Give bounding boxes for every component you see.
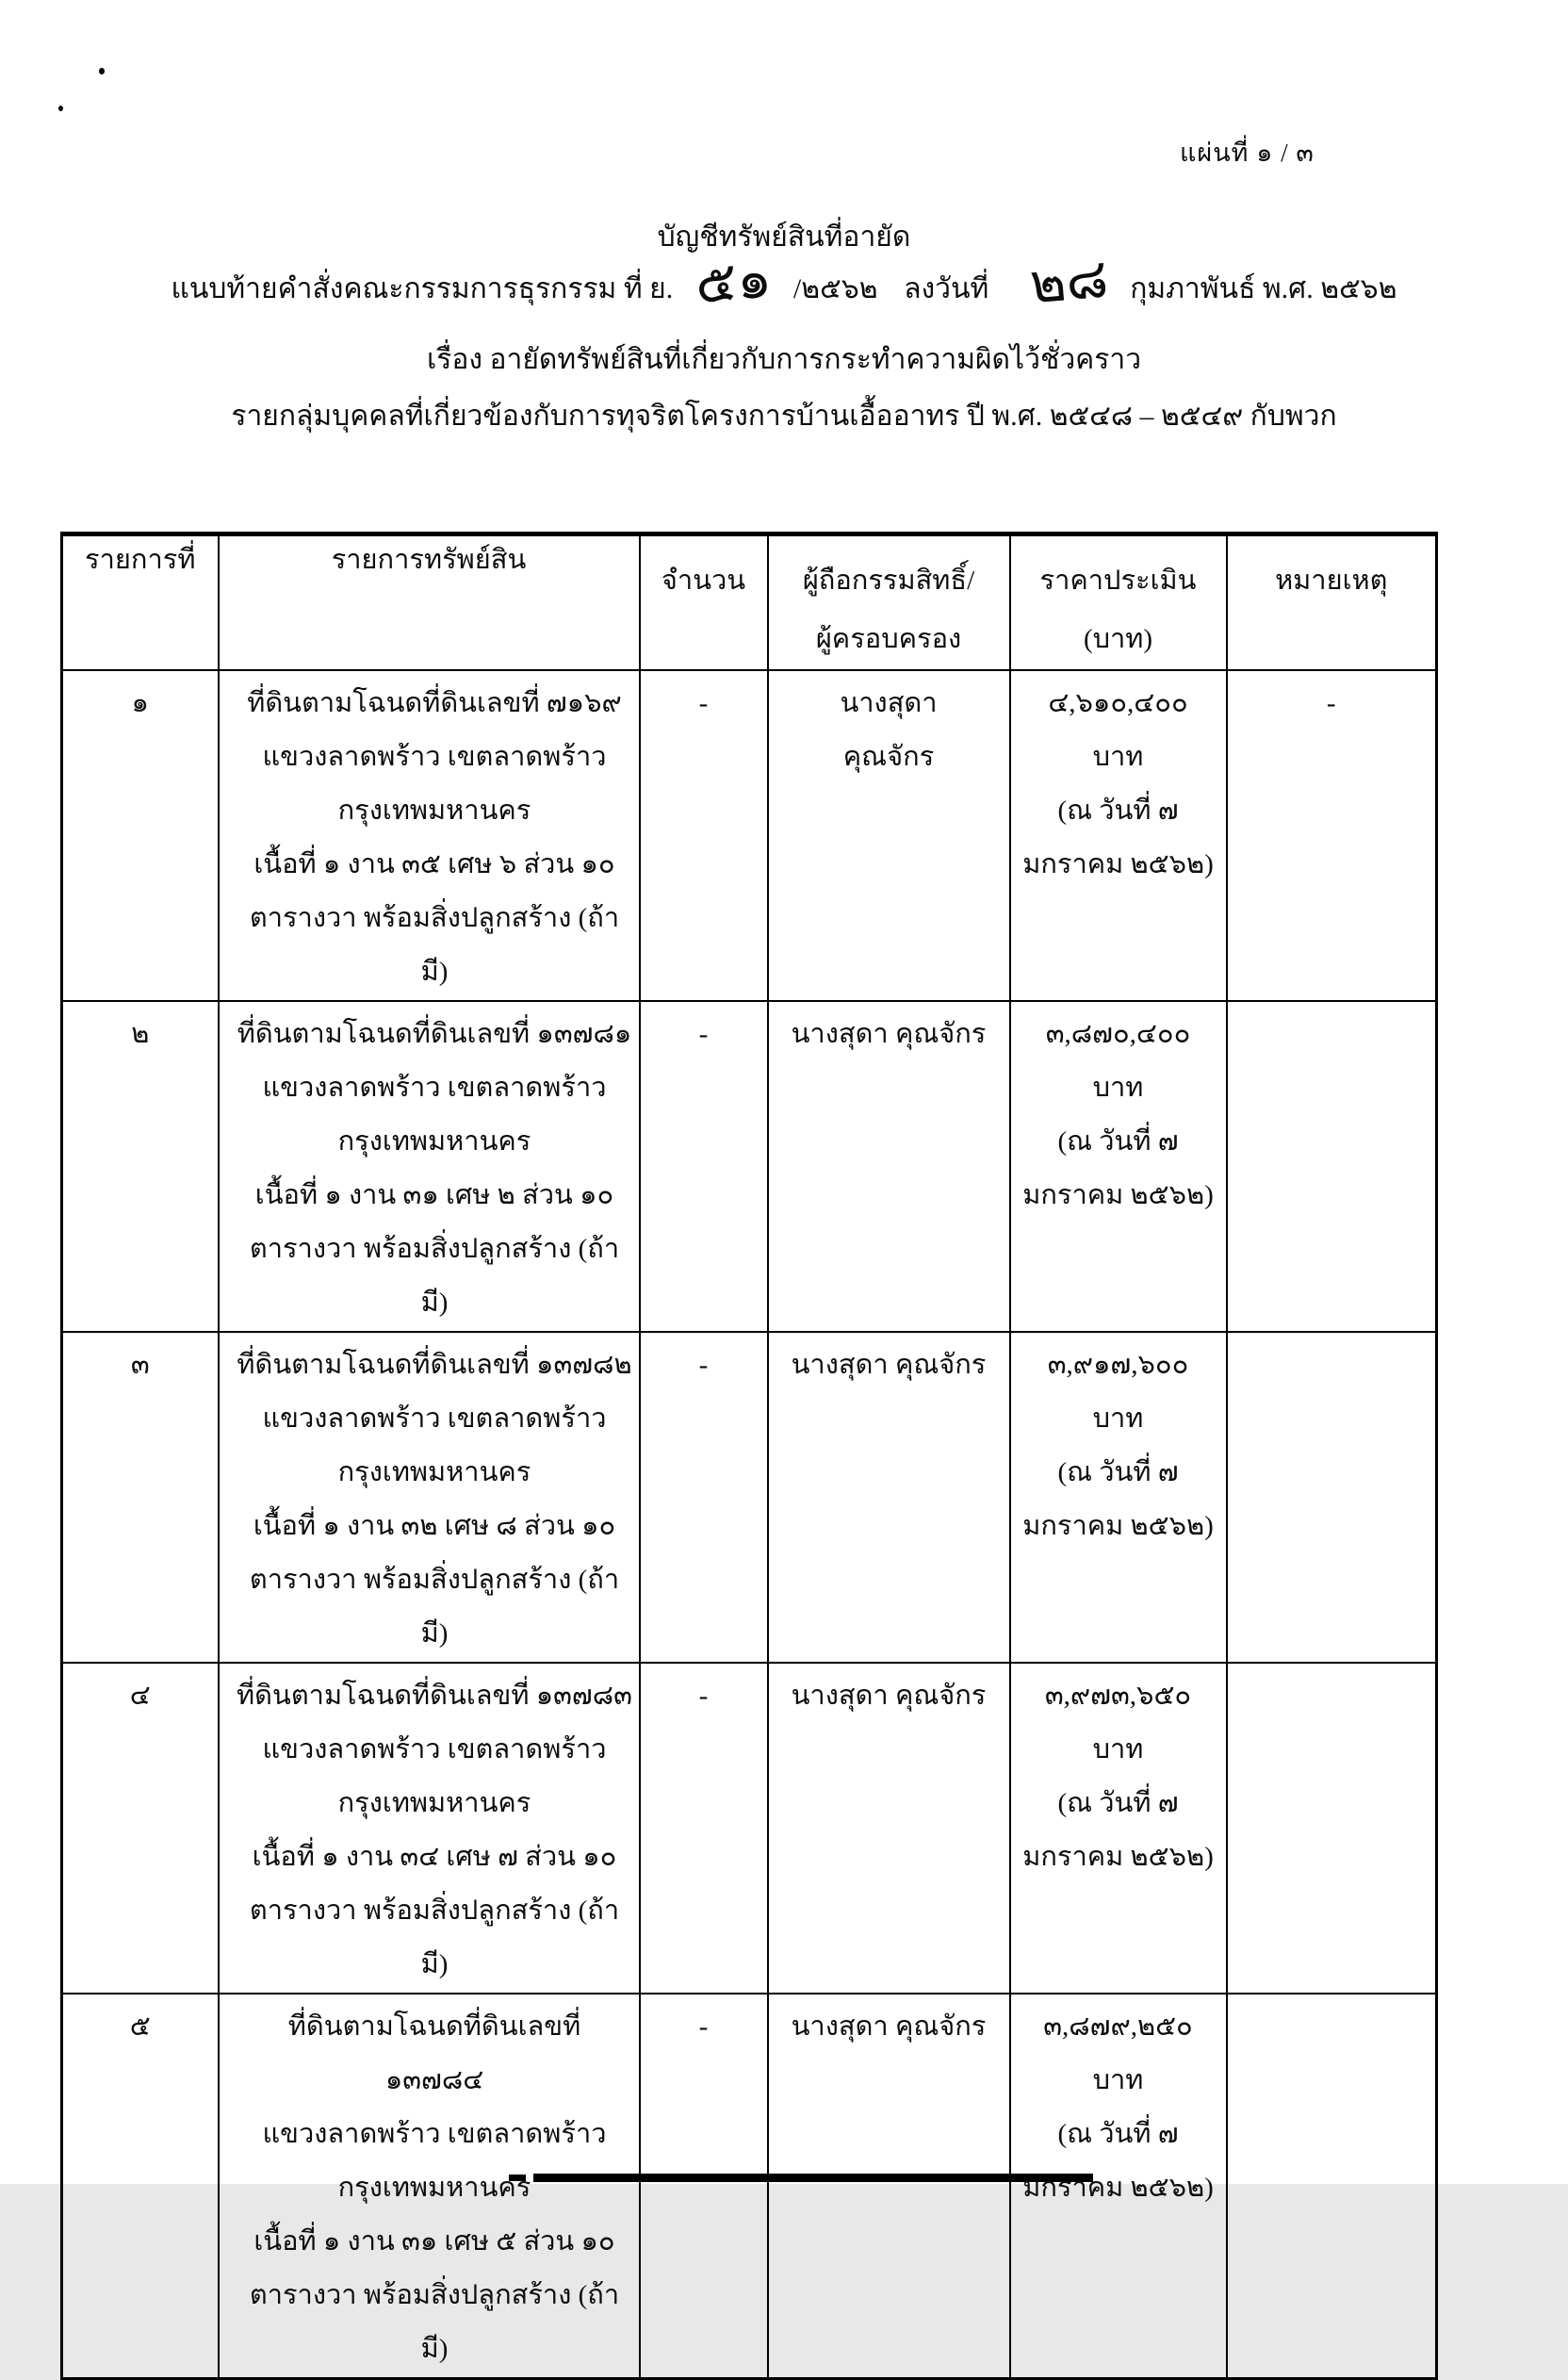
asset-table bbox=[60, 532, 1438, 2380]
cell-quantity bbox=[640, 1994, 768, 2379]
cell-price-line: (ณ วันที่ ๗ bbox=[1057, 1126, 1179, 1157]
cell-asset-line: ตารางวา พร้อมสิ่งปลูกสร้าง (ถ้ามี) bbox=[249, 903, 620, 987]
cell-remark bbox=[1227, 1994, 1437, 2379]
cell-asset-line: ที่ดินตามโฉนดที่ดินเลขที่ ๑๓๗๘๔ bbox=[287, 2011, 581, 2095]
column-header-line: ราคาประเมิน bbox=[1039, 566, 1197, 596]
cell-remark bbox=[1227, 1332, 1437, 1663]
group-line: รายกลุ่มบุคคลที่เกี่ยวข้องกับการทุจริตโครงการบ้านเอื้ออาทร ปี พ.ศ. ๒๕๔๘ – ๒๕๔๙ กับพวก bbox=[231, 401, 1337, 432]
cell-price-line: (ณ วันที่ ๗ bbox=[1057, 796, 1179, 826]
column-header-line: รายการที่ bbox=[85, 545, 196, 575]
cell-price-line: ๔,๖๑๐,๔๐๐ bbox=[1048, 688, 1188, 718]
column-header-line: ผู้ถือกรรมสิทธิ์/ bbox=[802, 566, 975, 596]
cell-asset-line: เนื้อที่ ๑ งาน ๓๒ เศษ ๘ ส่วน ๑๐ bbox=[253, 1511, 616, 1541]
cell-owner-line: นางสุดา คุณจักร bbox=[791, 1350, 987, 1380]
order-reference-line bbox=[0, 247, 1568, 316]
cell-price-line: มกราคม ๒๕๖๒) bbox=[1022, 1511, 1214, 1541]
asset-table-header bbox=[62, 534, 1437, 671]
cell-owner bbox=[768, 1994, 1010, 2379]
cell-owner bbox=[768, 1332, 1010, 1663]
cell-price-line: (ณ วันที่ ๗ bbox=[1057, 1457, 1179, 1487]
cell-asset-line: ตารางวา พร้อมสิ่งปลูกสร้าง (ถ้ามี) bbox=[249, 1565, 620, 1649]
cell-asset bbox=[219, 670, 640, 1001]
column-header-remark bbox=[1227, 534, 1437, 671]
subject-line: เรื่อง อายัดทรัพย์สินที่เกี่ยวกับการกระทำความผิดไว้ชั่วคราว bbox=[426, 344, 1142, 375]
cell-price-line: มกราคม ๒๕๖๒) bbox=[1022, 2173, 1214, 2203]
scan-artifact-dot bbox=[58, 106, 63, 111]
cell-asset-line: แขวงลาดพร้าว เขตลาดพร้าว bbox=[262, 1403, 607, 1434]
cell-price-line: มกราคม ๒๕๖๒) bbox=[1022, 1180, 1214, 1210]
cell-asset-line: แขวงลาดพร้าว เขตลาดพร้าว bbox=[262, 1734, 607, 1764]
cell-price-line: บาท bbox=[1092, 1073, 1144, 1103]
cell-asset-line: กรุงเทพมหานคร bbox=[337, 1457, 531, 1487]
cell-quantity bbox=[640, 670, 768, 1001]
cell-price-line: บาท bbox=[1092, 742, 1144, 772]
cell-price-line: ๓,๘๗๙,๒๕๐ bbox=[1043, 2011, 1193, 2042]
cell-price-line: บาท bbox=[1092, 1403, 1144, 1434]
cell-asset-line: ที่ดินตามโฉนดที่ดินเลขที่ ๑๓๗๘๓ bbox=[237, 1681, 632, 1711]
document-title: บัญชีทรัพย์สินที่อายัด bbox=[657, 222, 911, 253]
column-header-item-no bbox=[62, 534, 219, 671]
cell-price bbox=[1010, 1001, 1227, 1332]
cell-item-no-line: ๑ bbox=[131, 688, 149, 718]
column-header-quantity bbox=[640, 534, 768, 671]
cell-asset-line: ตารางวา พร้อมสิ่งปลูกสร้าง (ถ้ามี) bbox=[249, 1896, 620, 1979]
cell-asset-line: ที่ดินตามโฉนดที่ดินเลขที่ ๗๑๖๙ bbox=[247, 688, 622, 718]
cell-price bbox=[1010, 670, 1227, 1001]
cell-asset-line: เนื้อที่ ๑ งาน ๓๑ เศษ ๕ ส่วน ๑๐ bbox=[253, 2226, 615, 2257]
cell-quantity-line: - bbox=[698, 1019, 709, 1049]
cell-owner-line: นางสุดา คุณจักร bbox=[791, 1681, 987, 1711]
order-prefix: แนบท้ายคำสั่งคณะกรรมการธุรกรรม ที่ ย. bbox=[171, 273, 674, 304]
cell-item-no bbox=[62, 1994, 219, 2379]
cell-item-no-line: ๕ bbox=[129, 2011, 151, 2042]
table-row bbox=[62, 1663, 1437, 1994]
order-date-label: ลงวันที่ bbox=[904, 273, 989, 304]
cell-quantity bbox=[640, 1332, 768, 1663]
cell-owner bbox=[768, 1001, 1010, 1332]
order-number-handwritten: ๕๑ bbox=[692, 247, 775, 316]
cell-asset-line: แขวงลาดพร้าว เขตลาดพร้าว bbox=[262, 742, 607, 772]
cell-asset-line: ที่ดินตามโฉนดที่ดินเลขที่ ๑๓๗๘๒ bbox=[237, 1350, 632, 1380]
column-header-line: รายการทรัพย์สิน bbox=[331, 545, 527, 575]
order-year: /๒๕๖๒ bbox=[792, 273, 878, 304]
cell-item-no bbox=[62, 1663, 219, 1994]
cell-price-line: มกราคม ๒๕๖๒) bbox=[1022, 849, 1214, 879]
column-header-owner bbox=[768, 534, 1010, 671]
cell-item-no bbox=[62, 1001, 219, 1332]
table-row bbox=[62, 1332, 1437, 1663]
cell-asset-line: กรุงเทพมหานคร bbox=[337, 796, 531, 826]
cell-asset-line: กรุงเทพมหานคร bbox=[337, 1126, 531, 1157]
cell-price bbox=[1010, 1332, 1227, 1663]
cell-asset-line: กรุงเทพมหานคร bbox=[337, 1788, 531, 1818]
column-header-line: จำนวน bbox=[661, 566, 746, 596]
cell-item-no-line: ๓ bbox=[130, 1350, 150, 1380]
cell-price-line: (ณ วันที่ ๗ bbox=[1057, 1788, 1179, 1818]
order-date-handwritten: ๒๘ bbox=[1027, 247, 1111, 316]
cell-remark bbox=[1227, 1663, 1437, 1994]
cell-price-line: บาท bbox=[1092, 2065, 1144, 2095]
cell-asset-line: กรุงเทพมหานคร bbox=[337, 2173, 531, 2203]
cell-quantity bbox=[640, 1663, 768, 1994]
order-date-suffix: กุมภาพันธ์ พ.ศ. ๒๕๖๒ bbox=[1130, 273, 1397, 304]
cell-price-line: ๓,๙๑๗,๖๐๐ bbox=[1047, 1350, 1189, 1380]
cell-asset-line: เนื้อที่ ๑ งาน ๓๕ เศษ ๖ ส่วน ๑๐ bbox=[253, 849, 615, 879]
cell-asset bbox=[219, 1332, 640, 1663]
cell-owner-line: นางสุดา คุณจักร bbox=[791, 2011, 987, 2042]
cell-asset bbox=[219, 1663, 640, 1994]
cell-owner bbox=[768, 670, 1010, 1001]
cell-remark bbox=[1227, 1001, 1437, 1332]
cell-price bbox=[1010, 1663, 1227, 1994]
cell-price-line: มกราคม ๒๕๖๒) bbox=[1022, 1842, 1214, 1872]
cell-asset-line: ตารางวา พร้อมสิ่งปลูกสร้าง (ถ้ามี) bbox=[249, 2280, 620, 2364]
sheet-number: แผ่นที่ ๑ / ๓ bbox=[1180, 139, 1315, 167]
cell-price-line: บาท bbox=[1092, 1734, 1144, 1764]
scan-artifact-dot bbox=[99, 68, 105, 74]
cell-quantity-line: - bbox=[698, 688, 709, 718]
cell-remark-line: - bbox=[1326, 688, 1336, 718]
cell-owner-line: คุณจักร bbox=[842, 742, 935, 772]
cell-asset-line: แขวงลาดพร้าว เขตลาดพร้าว bbox=[262, 2119, 607, 2149]
cell-item-no-line: ๔ bbox=[129, 1681, 151, 1711]
cell-price bbox=[1010, 1994, 1227, 2379]
column-header-line: ผู้ครอบครอง bbox=[815, 624, 962, 654]
cell-price-line: ๓,๘๗๐,๔๐๐ bbox=[1045, 1019, 1191, 1049]
column-header-line: หมายเหตุ bbox=[1275, 566, 1388, 596]
asset-table-body bbox=[62, 670, 1437, 2379]
cell-owner bbox=[768, 1663, 1010, 1994]
cell-owner-line: นางสุดา คุณจักร bbox=[791, 1019, 987, 1049]
cell-item-no bbox=[62, 1332, 219, 1663]
cell-asset-line: ที่ดินตามโฉนดที่ดินเลขที่ ๑๓๗๘๑ bbox=[237, 1019, 632, 1049]
cell-remark bbox=[1227, 670, 1437, 1001]
cell-quantity-line: - bbox=[698, 1350, 709, 1380]
column-header-asset bbox=[219, 534, 640, 671]
cell-price-line: (ณ วันที่ ๗ bbox=[1057, 2119, 1179, 2149]
cell-asset-line: เนื้อที่ ๑ งาน ๓๔ เศษ ๗ ส่วน ๑๐ bbox=[252, 1842, 617, 1872]
column-header-line: (บาท) bbox=[1083, 624, 1153, 654]
cell-asset-line: เนื้อที่ ๑ งาน ๓๑ เศษ ๒ ส่วน ๑๐ bbox=[254, 1180, 614, 1210]
table-row bbox=[62, 1994, 1437, 2379]
column-header-price bbox=[1010, 534, 1227, 671]
cell-item-no-line: ๒ bbox=[131, 1019, 150, 1049]
cell-quantity-line: - bbox=[698, 1681, 709, 1711]
table-row bbox=[62, 1001, 1437, 1332]
cell-owner-line: นางสุดา bbox=[840, 688, 938, 718]
cell-quantity bbox=[640, 1001, 768, 1332]
table-row bbox=[62, 670, 1437, 1001]
cell-asset-line: ตารางวา พร้อมสิ่งปลูกสร้าง (ถ้ามี) bbox=[249, 1234, 620, 1318]
cell-asset bbox=[219, 1994, 640, 2379]
cell-price-line: ๓,๙๗๓,๖๕๐ bbox=[1044, 1681, 1192, 1711]
cell-asset bbox=[219, 1001, 640, 1332]
cell-quantity-line: - bbox=[698, 2011, 709, 2042]
cell-asset-line: แขวงลาดพร้าว เขตลาดพร้าว bbox=[262, 1073, 607, 1103]
cell-item-no bbox=[62, 670, 219, 1001]
